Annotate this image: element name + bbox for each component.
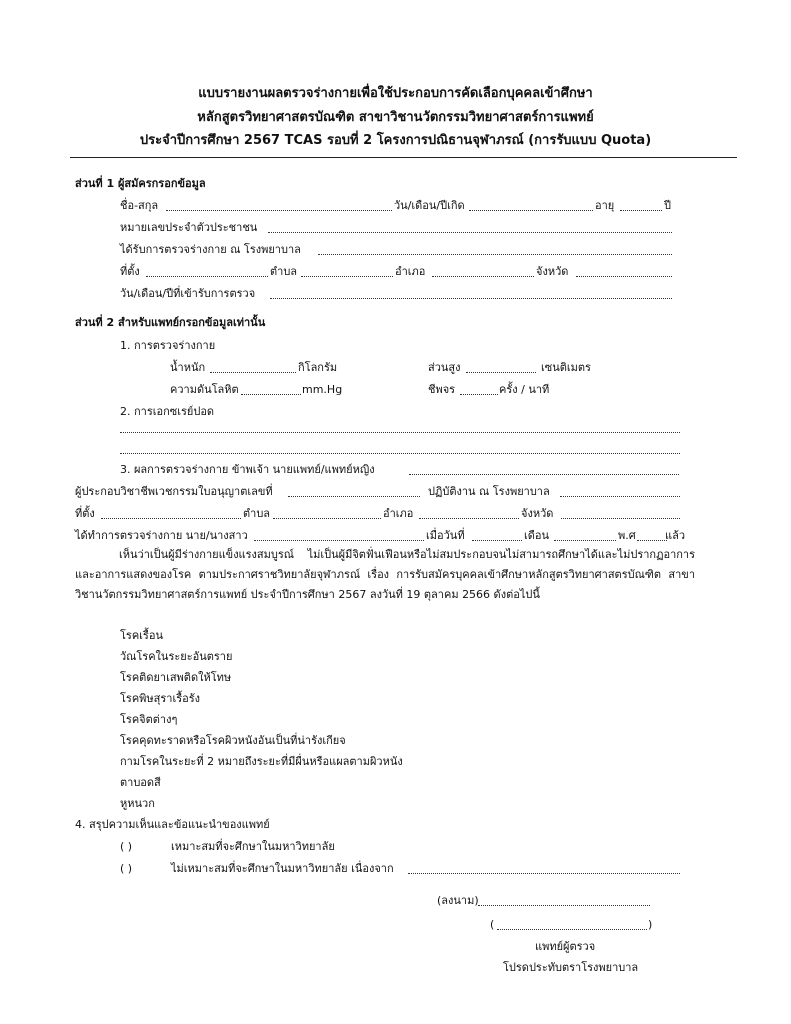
- xray-heading: 2. การเอกซเรย์ปอด: [120, 405, 215, 418]
- dob-label: วัน/เดือน/ปีเกิด: [394, 199, 465, 212]
- address-field[interactable]: [146, 276, 268, 277]
- name-field[interactable]: [166, 210, 392, 211]
- signature-field[interactable]: [478, 905, 650, 906]
- summary-heading: 4. สรุปความเห็นและข้อแนะนำของแพทย์: [75, 818, 270, 831]
- be-label: พ.ศ: [618, 529, 636, 542]
- year-unit: ปี: [664, 199, 671, 212]
- doctor-subdistrict-field[interactable]: [273, 518, 381, 519]
- weight-label: น้ำหนัก: [170, 361, 206, 374]
- exam-date-label: วัน/เดือน/ปีที่เข้ารับการตรวจ: [120, 287, 256, 300]
- doctor-address-field[interactable]: [101, 518, 241, 519]
- unsuitable-checkbox[interactable]: ( ): [120, 862, 133, 875]
- height-field[interactable]: [466, 372, 536, 373]
- examined-person-label: ได้ทำการตรวจร่างกาย นาย/นางสาว: [75, 529, 248, 542]
- program-title: หลักสูตรวิทยาศาสตรบัณฑิต สาขาวิชานวัตกรรมวิทยาศาสตร์การแพทย์: [197, 110, 594, 125]
- then-text: แล้ว: [665, 529, 686, 542]
- doctor-name-field[interactable]: [409, 474, 679, 475]
- section2-title: ส่วนที่ 2 สำหรับแพทย์กรอกข้อมูลเท่านั้น: [75, 316, 266, 329]
- bp-field[interactable]: [241, 394, 301, 395]
- hospital-field[interactable]: [318, 254, 672, 255]
- age-label: อายุ: [595, 199, 615, 212]
- doctor-district-field[interactable]: [419, 518, 519, 519]
- dob-field[interactable]: [469, 210, 593, 211]
- xray-line-1[interactable]: [120, 432, 680, 433]
- district-label: อำเภอ: [395, 265, 426, 278]
- on-date-label: เมื่อวันที่: [426, 529, 465, 542]
- doctor-subdistrict-label: ตำบล: [243, 507, 271, 520]
- disease-item: ตาบอดสี: [120, 776, 161, 789]
- subdistrict-field[interactable]: [301, 276, 393, 277]
- disease-item: โรคจิตต่างๆ: [120, 713, 178, 726]
- hospital-stamp-note: โปรดประทับตราโรงพยาบาล: [503, 961, 639, 974]
- disease-item: โรคเรื้อน: [120, 629, 163, 642]
- exam-result-label: 3. ผลการตรวจร่างกาย ข้าพเจ้า นายแพทย์/แพทย์หญิง: [120, 463, 375, 476]
- disease-item: โรคคุดทะราดหรือโรคผิวหนังอันเป็นที่น่ารังเกียจ: [120, 734, 346, 747]
- suitable-label: เหมาะสมที่จะศึกษาในมหาวิทยาลัย: [171, 840, 335, 853]
- doctor-province-field[interactable]: [561, 518, 680, 519]
- disease-item: วัณโรคในระยะอันตราย: [120, 650, 233, 663]
- doctor-province-label: จังหวัด: [521, 507, 554, 520]
- per-minute-unit: ครั้ง / นาที: [499, 383, 550, 396]
- subdistrict-label: ตำบล: [270, 265, 298, 278]
- cm-unit: เซนติเมตร: [541, 361, 591, 374]
- printed-name-field[interactable]: [497, 929, 647, 930]
- disease-item: โรคพิษสุราเรื้อรัง: [120, 692, 201, 705]
- be-year-field[interactable]: [637, 540, 667, 541]
- header-divider: [70, 157, 737, 158]
- month-field[interactable]: [554, 540, 616, 541]
- height-label: ส่วนสูง: [428, 361, 461, 374]
- id-label: หมายเลขประจำตัวประชาชน: [120, 221, 258, 234]
- xray-line-2[interactable]: [120, 453, 680, 454]
- hospital-label: ได้รับการตรวจร่างกาย ณ โรงพยาบาล: [120, 243, 301, 256]
- unsuitable-label: ไม่เหมาะสมที่จะศึกษาในมหาวิทยาลัย เนื่องจาก: [171, 862, 394, 875]
- age-field[interactable]: [620, 210, 662, 211]
- suitable-checkbox[interactable]: ( ): [120, 840, 133, 853]
- address-label: ที่ตั้ง: [120, 265, 140, 278]
- weight-field[interactable]: [210, 372, 296, 373]
- disease-item: หูหนวก: [120, 797, 155, 810]
- section1-title: ส่วนที่ 1 ผู้สมัครกรอกข้อมูล: [75, 177, 206, 190]
- pulse-field[interactable]: [460, 394, 498, 395]
- work-hospital-label: ปฏิบัติงาน ณ โรงพยาบาล: [428, 485, 550, 498]
- sign-label: (ลงนาม): [437, 894, 479, 907]
- physical-exam-heading: 1. การตรวจร่างกาย: [120, 339, 216, 352]
- day-field[interactable]: [472, 540, 522, 541]
- doctor-district-label: อำเภอ: [383, 507, 414, 520]
- name-open-paren: (: [490, 918, 495, 931]
- disease-item: กามโรคในระยะที่ 2 หมายถึงระยะที่มีผื่นหรือแผลตามผิวหนัง: [120, 755, 403, 768]
- admission-title: ประจำปีการศึกษา 2567 TCAS รอบที่ 2 โครงการปณิธานจุฬาภรณ์ (การรับแบบ Quota): [139, 133, 652, 148]
- work-hospital-field[interactable]: [560, 496, 680, 497]
- pulse-label: ชีพจร: [428, 383, 456, 396]
- license-field[interactable]: [288, 496, 420, 497]
- license-label: ผู้ประกอบวิชาชีพเวชกรรมใบอนุญาตเลขที่: [75, 485, 273, 498]
- name-close-paren: ): [648, 918, 653, 931]
- exam-date-field[interactable]: [270, 298, 672, 299]
- id-field[interactable]: [268, 232, 672, 233]
- doctor-address-label: ที่ตั้ง: [75, 507, 95, 520]
- disease-item: โรคติดยาเสพติดให้โทษ: [120, 671, 232, 684]
- health-statement: เห็นว่าเป็นผู้มีร่างกายแข็งแรงสมบูรณ์ ไม่เป็นผู้มีจิตฟั่นเฟือนหรือไม่สมประกอบจนไม่สามารถศึกษาได้และไม่ปรากฏอาการและอาการแสดงของโรค ตามประกาศราชวิทยาลัยจุฬาภรณ์ เรื่อง การรับสมัครบุคคลเข้าศึกษาหลักสูตรวิทยาศาสตรบัณฑิต สาขาวิชานวัตกรรมวิทยาศาสตร์การแพทย์ ประจำปีการศึกษา 2567 ลงวันที่ 19 ตุลาคม 2566 ดังต่อไปนี้: [75, 548, 695, 601]
- mmhg-unit: mm.Hg: [302, 383, 343, 396]
- form-title: แบบรายงานผลตรวจร่างกายเพื่อใช้ประกอบการคัดเลือกบุคคลเข้าศึกษา: [198, 86, 593, 101]
- province-field[interactable]: [576, 276, 672, 277]
- month-label: เดือน: [524, 529, 550, 542]
- name-label: ชื่อ-สกุล: [120, 199, 159, 212]
- examined-person-field[interactable]: [254, 540, 424, 541]
- bp-label: ความดันโลหิต: [170, 383, 239, 396]
- unsuitable-reason-field[interactable]: [408, 873, 680, 874]
- district-field[interactable]: [432, 276, 534, 277]
- kg-unit: กิโลกรัม: [298, 361, 338, 374]
- doctor-title: แพทย์ผู้ตรวจ: [535, 940, 596, 953]
- province-label: จังหวัด: [536, 265, 569, 278]
